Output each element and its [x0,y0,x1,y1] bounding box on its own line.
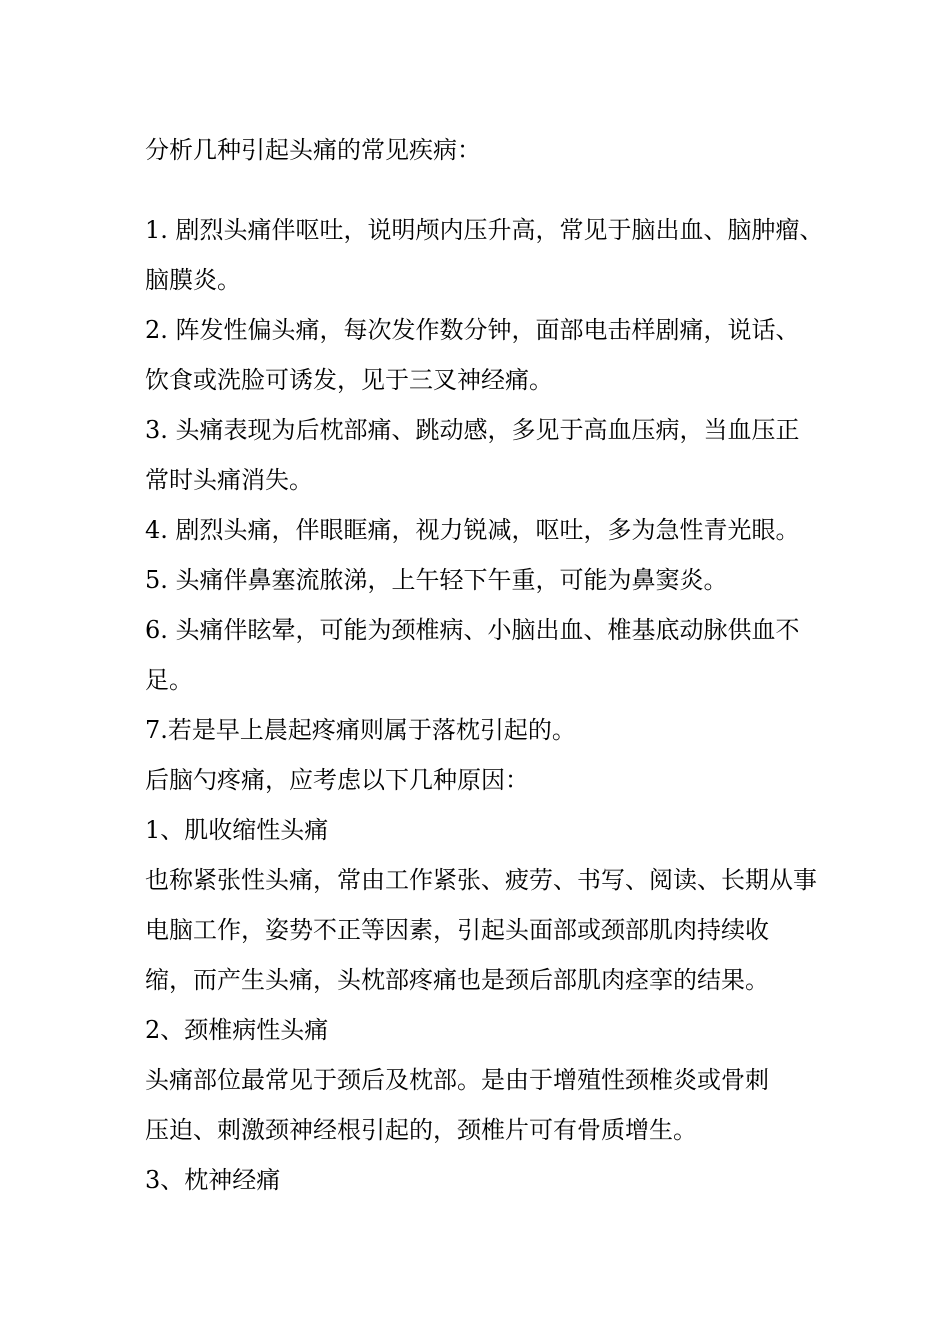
text-line: 电脑工作，姿势不正等因素，引起头面部或颈部肌肉持续收 [145,916,769,944]
text-line: 常时头痛消失。 [145,466,313,494]
document-body [145,133,824,1213]
paragraph-gap [145,183,817,213]
text-line: 缩，而产生头痛，头枕部疼痛也是颈后部肌肉痉挛的结果。 [145,966,769,994]
text-line: 饮食或洗脸可诱发，见于三叉神经痛。 [145,366,553,394]
text-line: 压迫、刺激颈神经根引起的，颈椎片可有骨质增生。 [145,1116,697,1144]
text-line: 6. 头痛伴眩晕，可能为颈椎病、小脑出血、椎基底动脉供血不 [145,616,800,644]
text-line: 脑膜炎。 [145,266,241,294]
section-heading: 2、颈椎病性头痛 [145,1016,329,1044]
text-line: 足。 [145,666,193,694]
text-line: 1. 剧烈头痛伴呕吐，说明颅内压升高，常见于脑出血、脑肿瘤、 [145,216,824,244]
text-line: 5. 头痛伴鼻塞流脓涕，上午轻下午重，可能为鼻窦炎。 [145,566,728,594]
text-line: 3. 头痛表现为后枕部痛、跳动感，多见于高血压病，当血压正 [145,416,800,444]
text-line: 后脑勺疼痛，应考虑以下几种原因： [145,766,529,794]
section-heading: 1、肌收缩性头痛 [145,816,329,844]
text-line: 也称紧张性头痛，常由工作紧张、疲劳、书写、阅读、长期从事 [145,866,817,894]
text-line: 7.若是早上晨起疼痛则属于落枕引起的。 [145,716,576,744]
text-line: 4. 剧烈头痛，伴眼眶痛，视力锐减，呕吐，多为急性青光眼。 [145,516,800,544]
text-line: 头痛部位最常见于颈后及枕部。是由于增殖性颈椎炎或骨刺 [145,1066,769,1094]
section-heading: 3、枕神经痛 [145,1166,281,1194]
intro-line: 分析几种引起头痛的常见疾病： [145,136,481,164]
text-line: 2. 阵发性偏头痛，每次发作数分钟，面部电击样剧痛，说话、 [145,316,800,344]
